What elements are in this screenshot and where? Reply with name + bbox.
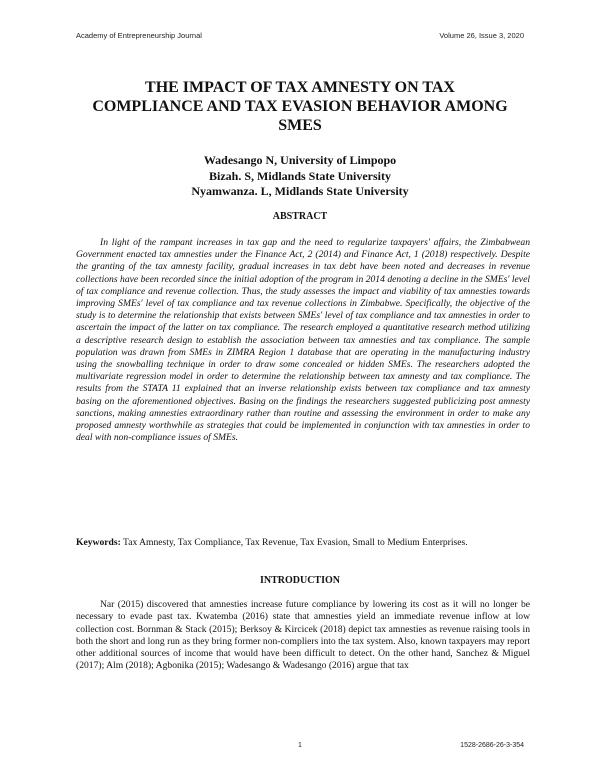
author-2: Bizah. S, Midlands State University bbox=[208, 168, 391, 183]
paper-title: THE IMPACT OF TAX AMNESTY ON TAX COMPLIANCE AND TAX EVASION BEHAVIOR AMONG SMES bbox=[92, 79, 508, 134]
keywords-label: Keywords: bbox=[76, 537, 121, 548]
running-header bbox=[76, 31, 524, 43]
page-number: 1 bbox=[298, 742, 302, 749]
keywords-text: Tax Amnesty, Tax Compliance, Tax Revenue, Tax Evasion, Small to Medium Enterprises. bbox=[123, 537, 468, 548]
volume-issue: Volume 26, Issue 3, 2020 bbox=[439, 31, 524, 40]
abstract-text: In light of the rampant increases in tax gap and the need to regularize taxpayers' affairs, the Zimbabwean Government enacted tax amnesties under the Finance Act, 2 (2014) and Finance Act, 1 (2018) respectively. Despite the granting of the tax amnesty facility, gradual increases in tax debt have been noted and decreases in revenue collections have been recorded since the initial adoption of the program in 2014 denoting a decline in the SMEs' level of tax compliance and revenue collection. Thus, the study assesses the impact and viability of tax amnesties towards improving SMEs' level of tax compliance and tax revenue collections in Zimbabwe. Specifically, the objective of the study is to determine the relationship that exists between SMEs' level of tax compliance and tax amnesties in order to ascertain the impact of the latter on tax compliance. The research employed a quantitative research method utilizing a descriptive research design to establish the association between tax amnesties and tax compliance. The sample population was drawn from SMEs in ZIMRA Region 1 database that are operating in the manufacturing industry using the snowballing technique in order to draw some concealed or hidden SMEs. The researchers adopted the multivariate regression model in order to determine the relationship between tax amnesty and tax compliance. The results from the STATA 11 explained that an inverse relationship exists between tax compliance and tax amnesty basing on the aforementioned objectives. Basing on the findings the researchers suggested publicizing post amnesty sanctions, making amnesties extraordinary rather than routine and assessing the environment in order to make any proposed amnesty worthwhile as strategies that could be implemented in conjunction with tax amnesties in order to deal with non-compliance issues of SMEs. bbox=[76, 237, 530, 444]
author-3: Nyamwanza. L, Midlands State University bbox=[191, 184, 409, 198]
running-footer bbox=[76, 742, 524, 754]
introduction-text: Nar (2015) discovered that amnesties increase future compliance by lowering its cost as it will no longer be necessary to evade past tax. Kwatemba (2016) state that amnesties yield an immediate revenue inflow at low collection cost. Bornman & Stack (2015); Berksoy & Kircicek (2018) depict tax amnesties as revenue raising tools in both the short and long run as they bring former non-compliers into the tax system. Also, known taxpayers may report other additional sources of income that would have been difficult to detect. On the other hand, Sanchez & Miguel (2017); Alm (2018); Agbonika (2015); Wadesango & Wadesango (2016) argue that tax bbox=[76, 599, 530, 672]
abstract-heading: ABSTRACT bbox=[272, 211, 328, 222]
journal-name: Academy of Entrepreneurship Journal bbox=[76, 31, 202, 40]
author-list bbox=[90, 153, 510, 200]
article-id: 1528-2686-26-3-354 bbox=[460, 742, 524, 749]
introduction-heading: INTRODUCTION bbox=[259, 575, 340, 586]
keywords bbox=[76, 537, 530, 550]
author-1: Wadesango N, University of Limpopo bbox=[203, 153, 397, 167]
